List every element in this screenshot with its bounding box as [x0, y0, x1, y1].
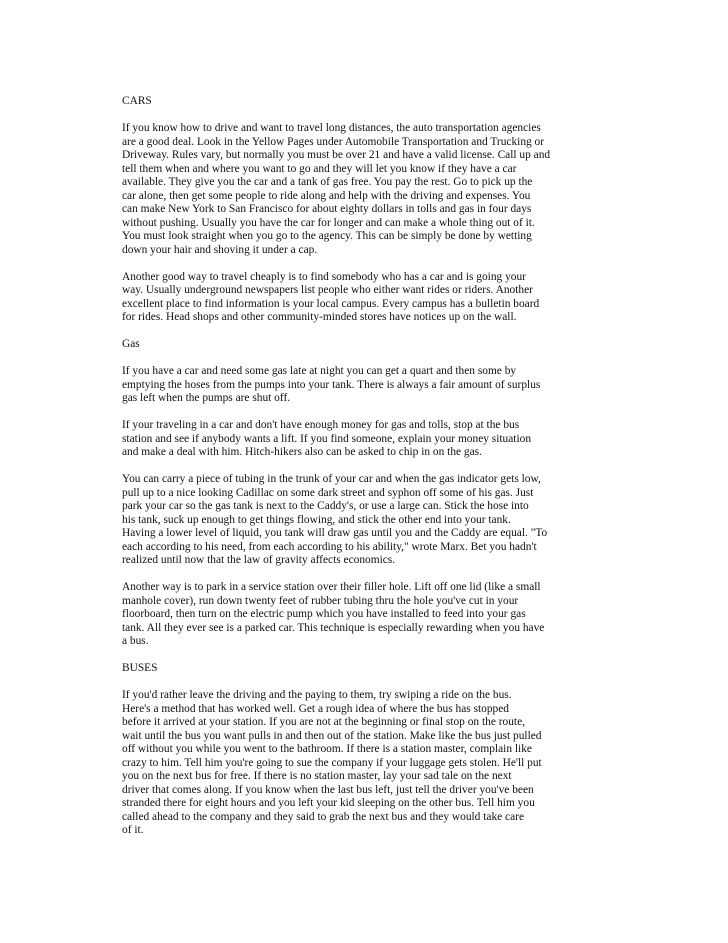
text-line: his tank, suck up enough to get things flowing, and stick the other end into your tank. — [122, 513, 511, 526]
text-line: down your hair and shoving it under a cap. — [122, 243, 318, 256]
text-line: tank. All they ever see is a parked car. This technique is especially rewarding when you have — [122, 621, 545, 634]
section-heading-gas: Gas — [122, 338, 140, 350]
text-line: of it. — [122, 824, 144, 836]
text-line: a bus. — [122, 635, 149, 647]
text-line: floorboard, then turn on the electric pump which you have installed to feed into your gas — [122, 608, 526, 620]
text-line: called ahead to the company and they said to grab the next bus and they would take care — [122, 810, 525, 823]
text-line: Another good way to travel cheaply is to find somebody who has a car and is going your — [122, 270, 526, 283]
text-line: crazy to him. Tell him you're going to sue the company if your luggage gets stolen. He'll put — [122, 756, 542, 769]
text-line: station and see if anybody wants a lift. If you find someone, explain your money situation — [122, 432, 532, 445]
text-line: If you have a car and need some gas late at night you can get a quart and then some by — [122, 365, 517, 377]
text-line: If you know how to drive and want to travel long distances, the auto transportation agencies — [122, 122, 541, 134]
paragraph-gas-4 — [122, 581, 582, 649]
text-line: stranded there for eight hours and you left your kid sleeping on the other bus. Tell him you — [122, 797, 535, 809]
text-line: You must look straight when you go to the agency. This can be simply be done by wetting — [122, 230, 532, 242]
text-line: Driveway. Rules vary, but normally you must be over 21 and have a valid license. Call up and — [122, 149, 551, 161]
text-line: before it arrived at your station. If you are not at the beginning or final stop on the route, — [122, 716, 525, 728]
text-line: car alone, then get some people to ride along and help with the driving and expenses. You — [122, 189, 531, 202]
section-heading-cars: CARS — [122, 95, 152, 107]
paragraph-gas-1 — [122, 365, 582, 406]
text-line: Here's a method that has worked well. Get a rough idea of where the bus has stopped — [122, 702, 510, 715]
text-line: Having a lower level of liquid, you tank will draw gas until you and the Caddy are equal. "To — [122, 527, 548, 539]
document-page — [122, 95, 582, 851]
paragraph-gas-2 — [122, 419, 582, 460]
text-line: If your traveling in a car and don't have enough money for gas and tolls, stop at the bus — [122, 419, 520, 431]
paragraph-gas-3 — [122, 473, 582, 568]
text-line: You can carry a piece of tubing in the trunk of your car and when the gas indicator gets low, — [122, 473, 541, 485]
text-line: Another way is to park in a service station over their filler hole. Lift off one lid (like a small — [122, 581, 541, 593]
text-line: manhole cover), run down twenty feet of rubber tubing thru the hole you've cut in your — [122, 594, 519, 607]
text-line: without pushing. Usually you have the car for longer and can make a whole thing out of it. — [122, 216, 535, 229]
paragraph-cars-2 — [122, 271, 582, 325]
text-line: gas left when the pumps are shut off. — [122, 392, 291, 404]
text-line: park your car so the gas tank is next to the Caddy's, or use a large can. Stick the hose into — [122, 500, 529, 512]
text-line: pull up to a nice looking Cadillac on some dark street and syphon off some of his gas. Just — [122, 486, 534, 499]
text-line: you on the next bus for free. If there is no station master, lay your sad tale on the next — [122, 770, 512, 782]
text-line: driver that comes along. If you know when the last bus left, just tell the driver you've been — [122, 783, 534, 796]
text-line: way. Usually underground newspapers list people who either want rides or riders. Another — [122, 284, 533, 296]
text-line: tell them when and where you want to go and they will let you know if they have a car — [122, 162, 517, 175]
text-line: are a good deal. Look in the Yellow Pages under Automobile Transportation and Trucking or — [122, 135, 545, 148]
section-heading-buses: BUSES — [122, 662, 158, 674]
text-line: excellent place to find information is your local campus. Every campus has a bulletin board — [122, 297, 540, 310]
text-line: emptying the hoses from the pumps into your tank. There is always a fair amount of surplus — [122, 378, 541, 391]
text-line: If you'd rather leave the driving and the paying to them, try swiping a ride on the bus. — [122, 689, 512, 701]
text-line: wait until the bus you want pulls in and then out of the station. Make like the bus just pulled — [122, 729, 542, 742]
text-line: each according to his need, from each according to his ability," wrote Marx. Bet you hadn't — [122, 540, 537, 553]
text-line: off without you while you went to the bathroom. If there is a station master, complain like — [122, 743, 532, 755]
text-line: realized until now that the law of gravity affects economics. — [122, 554, 396, 566]
paragraph-cars-1 — [122, 122, 582, 257]
text-line: and make a deal with him. Hitch-hikers also can be asked to chip in on the gas. — [122, 446, 482, 458]
paragraph-buses-1 — [122, 689, 582, 838]
text-line: available. They give you the car and a tank of gas free. You pay the rest. Go to pick up the — [122, 176, 533, 188]
text-line: can make New York to San Francisco for about eighty dollars in tolls and gas in four days — [122, 203, 532, 215]
text-line: for rides. Head shops and other community-minded stores have notices up on the wall. — [122, 311, 517, 323]
